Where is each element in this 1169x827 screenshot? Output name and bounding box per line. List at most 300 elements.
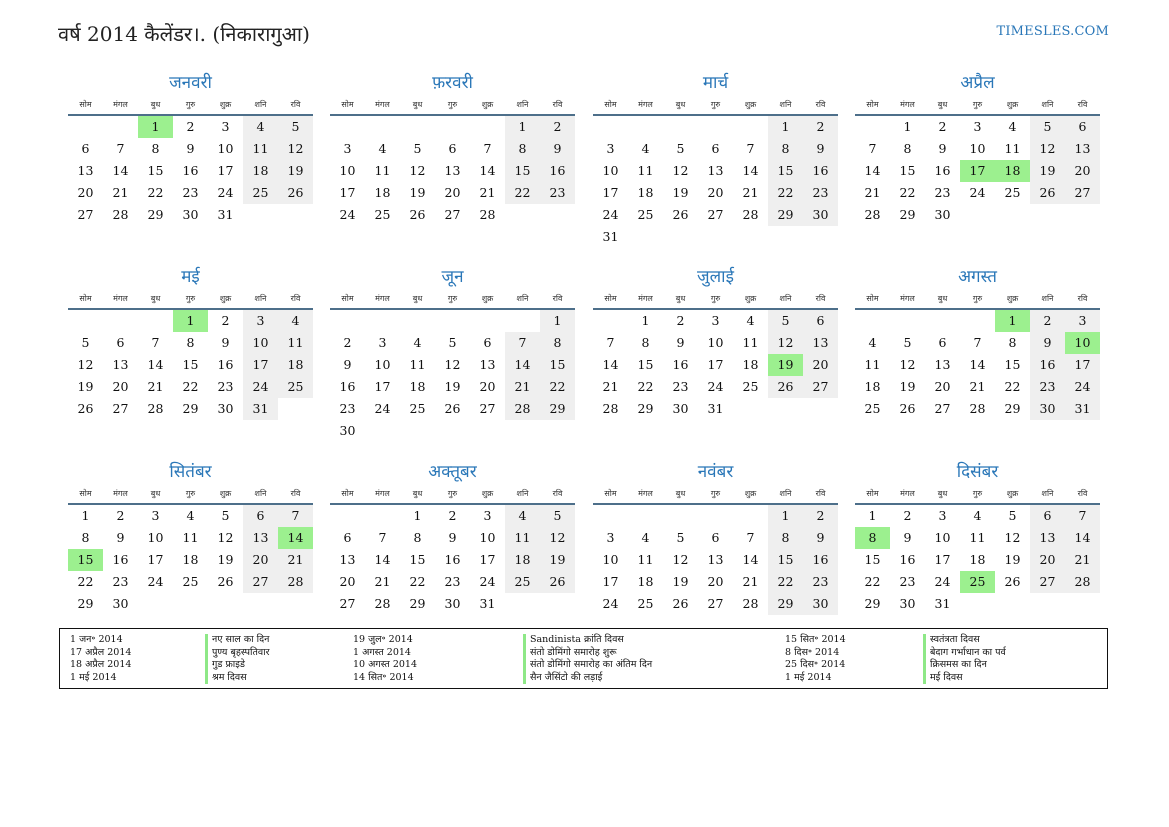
day-cell: 24 — [374, 401, 391, 416]
day-cell: 8 — [151, 141, 160, 156]
day-cell: 18 — [742, 357, 759, 372]
month-block — [593, 72, 838, 248]
day-cell: 8 — [505, 138, 540, 160]
day-cell: 28 — [742, 596, 759, 611]
weekday-header — [330, 98, 575, 116]
day-cell: 19 — [1004, 552, 1021, 567]
day-cell: 22 — [768, 182, 803, 204]
day-cell: 13 — [1065, 138, 1100, 160]
day-cell: 14 — [969, 357, 986, 372]
site-link[interactable]: TIMESLES.COM — [996, 24, 1109, 39]
day-cell: 14 — [374, 552, 391, 567]
day-cell: 8 — [768, 527, 803, 549]
empty-cell — [593, 505, 628, 527]
day-cell: 20 — [77, 185, 94, 200]
day-cell: 24 — [707, 379, 724, 394]
empty-cell — [698, 505, 733, 527]
day-cell: 15 — [540, 354, 575, 376]
day-cell: 28 — [505, 398, 540, 420]
day-cell: 7 — [868, 141, 877, 156]
day-cell: 11 — [742, 335, 759, 350]
day-cell: 2 — [116, 508, 125, 523]
month-name: फ़रवरी — [432, 73, 473, 93]
day-cell: 22 — [864, 574, 881, 589]
empty-cell — [103, 116, 138, 138]
day-cell: 10 — [479, 530, 496, 545]
day-cell: 12 — [768, 332, 803, 354]
day-cell: 2 — [1030, 310, 1065, 332]
weekday-header — [855, 487, 1100, 505]
day-cell: 27 — [479, 401, 496, 416]
holiday-cell: 1 — [173, 310, 208, 332]
weekday-label: रवि — [1077, 100, 1088, 109]
day-cell: 16 — [217, 357, 234, 372]
day-cell: 4 — [505, 505, 540, 527]
day-cell: 28 — [864, 207, 881, 222]
legend-date: 1 अगस्त 2014 — [353, 646, 411, 658]
day-cell: 19 — [217, 552, 234, 567]
weekday-label: शुक्र — [744, 489, 757, 498]
day-cell: 30 — [339, 423, 356, 438]
legend-holiday: स्वतंत्रता दिवस — [923, 634, 1006, 647]
day-cell: 4 — [186, 508, 195, 523]
day-cell: 7 — [746, 530, 755, 545]
day-cell: 24 — [479, 574, 496, 589]
legend-holiday: संतो डोमिंगो समारोह का अंतिम दिन — [523, 659, 652, 672]
weekday-header — [68, 292, 313, 310]
day-cell: 16 — [444, 552, 461, 567]
weekday-header — [68, 487, 313, 505]
day-cell: 21 — [742, 185, 759, 200]
day-cell: 24 — [339, 207, 356, 222]
day-cell: 21 — [479, 185, 496, 200]
day-cell: 5 — [221, 508, 230, 523]
day-cell: 23 — [1030, 376, 1065, 398]
legend-holiday: मई दिवस — [923, 672, 1006, 685]
weekday-label: गुरु — [447, 294, 458, 303]
legend-holiday: नए साल का दिन — [205, 634, 270, 647]
day-cell: 12 — [1030, 138, 1065, 160]
day-cell: 21 — [742, 574, 759, 589]
day-cell: 21 — [969, 379, 986, 394]
day-cell: 23 — [217, 379, 234, 394]
empty-cell — [330, 116, 365, 138]
day-cell: 29 — [899, 207, 916, 222]
day-cell: 8 — [768, 138, 803, 160]
day-cell: 2 — [448, 508, 457, 523]
legend-date: 1 जन॰ 2014 — [70, 634, 123, 645]
day-grid — [593, 505, 838, 615]
weekday-label: सोम — [604, 294, 617, 303]
day-cell: 3 — [1065, 310, 1100, 332]
day-cell: 5 — [540, 505, 575, 527]
day-cell: 20 — [479, 379, 496, 394]
holiday-cell: 1 — [138, 116, 173, 138]
day-cell: 20 — [934, 379, 951, 394]
weekday-label: शनि — [779, 294, 792, 303]
empty-cell — [628, 116, 663, 138]
day-cell: 22 — [77, 574, 94, 589]
day-cell: 30 — [934, 207, 951, 222]
weekday-label: रवि — [290, 489, 301, 498]
day-cell: 8 — [81, 530, 90, 545]
legend-date: 1 मई 2014 — [785, 671, 832, 683]
day-cell: 13 — [707, 552, 724, 567]
weekday-label: शुक्र — [219, 294, 232, 303]
legend-date: 25 दिस॰ 2014 — [785, 659, 846, 670]
day-cell: 1 — [413, 508, 422, 523]
day-cell: 13 — [112, 357, 129, 372]
day-cell: 5 — [81, 335, 90, 350]
legend-date: 17 अप्रैल 2014 — [70, 646, 132, 658]
weekday-label: सोम — [79, 100, 92, 109]
day-cell: 6 — [711, 141, 720, 156]
day-cell: 17 — [147, 552, 164, 567]
day-cell: 26 — [278, 182, 313, 204]
day-cell: 24 — [969, 185, 986, 200]
day-cell: 21 — [374, 574, 391, 589]
day-cell: 17 — [374, 379, 391, 394]
day-cell: 7 — [973, 335, 982, 350]
day-cell: 1 — [81, 508, 90, 523]
page-title: वर्ष 2014 कैलेंडर।. (निकारागुआ) — [58, 22, 310, 46]
day-cell: 20 — [707, 574, 724, 589]
weekday-label: रवि — [815, 294, 826, 303]
day-cell: 5 — [1008, 508, 1017, 523]
day-cell: 8 — [1008, 335, 1017, 350]
empty-cell — [400, 310, 435, 332]
legend-holiday: पुण्य बृहस्पतिवार — [205, 647, 270, 660]
day-cell: 27 — [243, 571, 278, 593]
day-cell: 4 — [641, 141, 650, 156]
day-cell: 12 — [899, 357, 916, 372]
day-cell: 31 — [479, 596, 496, 611]
day-cell: 29 — [768, 593, 803, 615]
empty-cell — [925, 310, 960, 332]
day-cell: 17 — [217, 163, 234, 178]
weekday-label: शुक्र — [744, 100, 757, 109]
day-cell: 24 — [147, 574, 164, 589]
day-cell: 11 — [637, 552, 654, 567]
month-name: अगस्त — [958, 267, 997, 287]
day-cell: 20 — [803, 354, 838, 376]
legend-holiday: क्रिसमस का दिन — [923, 659, 1006, 672]
weekday-label: शनि — [779, 489, 792, 498]
day-cell: 16 — [899, 552, 916, 567]
legend-names-2 — [523, 634, 652, 684]
weekday-label: शनि — [254, 489, 267, 498]
month-name: जुलाई — [697, 267, 734, 287]
holiday-cell: 15 — [68, 549, 103, 571]
empty-cell — [68, 310, 103, 332]
day-cell: 2 — [186, 119, 195, 134]
empty-cell — [593, 310, 628, 332]
empty-cell — [400, 116, 435, 138]
legend-date: 14 सित॰ 2014 — [353, 671, 414, 683]
holiday-cell: 18 — [995, 160, 1030, 182]
day-cell: 25 — [1004, 185, 1021, 200]
weekday-label: शनि — [1041, 294, 1054, 303]
day-cell: 27 — [444, 207, 461, 222]
month-block — [68, 266, 313, 420]
day-cell: 3 — [343, 141, 352, 156]
day-cell: 30 — [182, 207, 199, 222]
month-name: जून — [441, 267, 464, 287]
legend-holiday: संतो डोमिंगो समारोह शुरू — [523, 647, 652, 660]
day-cell: 4 — [641, 530, 650, 545]
day-cell: 18 — [864, 379, 881, 394]
day-cell: 7 — [746, 141, 755, 156]
day-cell: 12 — [77, 357, 94, 372]
weekday-label: मंगल — [638, 294, 653, 303]
weekday-label: शुक्र — [481, 489, 494, 498]
day-cell: 2 — [676, 313, 685, 328]
empty-cell — [435, 116, 470, 138]
day-cell: 2 — [343, 335, 352, 350]
day-cell: 2 — [803, 116, 838, 138]
day-cell: 5 — [676, 530, 685, 545]
empty-cell — [628, 505, 663, 527]
day-cell: 25 — [505, 571, 540, 593]
day-cell: 9 — [343, 357, 352, 372]
day-cell: 16 — [803, 549, 838, 571]
legend-date: 1 मई 2014 — [70, 671, 117, 683]
weekday-label: शुक्र — [219, 100, 232, 109]
day-cell: 13 — [707, 163, 724, 178]
day-cell: 19 — [899, 379, 916, 394]
day-cell: 30 — [217, 401, 234, 416]
day-cell: 26 — [217, 574, 234, 589]
day-cell: 23 — [540, 182, 575, 204]
day-cell: 3 — [938, 508, 947, 523]
day-cell: 31 — [602, 229, 619, 244]
day-cell: 29 — [182, 401, 199, 416]
day-cell: 28 — [112, 207, 129, 222]
day-cell: 15 — [505, 160, 540, 182]
day-cell: 29 — [1004, 401, 1021, 416]
weekday-label: रवि — [290, 294, 301, 303]
day-cell: 28 — [742, 207, 759, 222]
weekday-header — [330, 292, 575, 310]
empty-cell — [960, 310, 995, 332]
month-name: मई — [181, 267, 200, 287]
day-cell: 30 — [899, 596, 916, 611]
day-cell: 22 — [409, 574, 426, 589]
day-cell: 11 — [1004, 141, 1021, 156]
day-cell: 6 — [343, 530, 352, 545]
empty-cell — [68, 116, 103, 138]
weekday-label: शुक्र — [219, 489, 232, 498]
day-cell: 4 — [243, 116, 278, 138]
day-cell: 18 — [243, 160, 278, 182]
weekday-label: शुक्र — [481, 294, 494, 303]
day-cell: 4 — [973, 508, 982, 523]
day-cell: 11 — [278, 332, 313, 354]
day-cell: 22 — [540, 376, 575, 398]
day-cell: 10 — [147, 530, 164, 545]
day-cell: 5 — [676, 141, 685, 156]
month-block — [68, 461, 313, 615]
day-cell: 26 — [444, 401, 461, 416]
day-cell: 18 — [969, 552, 986, 567]
legend-dates-2 — [353, 634, 417, 684]
day-grid — [68, 505, 313, 615]
day-cell: 30 — [1030, 398, 1065, 420]
month-block — [68, 72, 313, 226]
weekday-label: मंगल — [900, 294, 915, 303]
day-cell: 31 — [217, 207, 234, 222]
legend-dates-3 — [785, 634, 846, 684]
day-cell: 23 — [803, 182, 838, 204]
weekday-label: सोम — [866, 489, 879, 498]
day-cell: 9 — [1030, 332, 1065, 354]
day-cell: 10 — [217, 141, 234, 156]
day-cell: 27 — [112, 401, 129, 416]
day-cell: 22 — [1004, 379, 1021, 394]
day-cell: 13 — [444, 163, 461, 178]
day-cell: 21 — [1065, 549, 1100, 571]
day-cell: 19 — [409, 185, 426, 200]
day-cell: 29 — [768, 204, 803, 226]
day-cell: 29 — [147, 207, 164, 222]
weekday-label: सोम — [79, 489, 92, 498]
day-cell: 17 — [339, 185, 356, 200]
day-cell: 14 — [602, 357, 619, 372]
day-cell: 24 — [1065, 376, 1100, 398]
day-cell: 13 — [339, 552, 356, 567]
empty-cell — [103, 310, 138, 332]
day-cell: 27 — [339, 596, 356, 611]
day-cell: 25 — [637, 207, 654, 222]
day-cell: 22 — [637, 379, 654, 394]
weekday-label: सोम — [341, 489, 354, 498]
day-cell: 15 — [182, 357, 199, 372]
legend-date: 15 सित॰ 2014 — [785, 634, 846, 645]
weekday-label: शुक्र — [1006, 100, 1019, 109]
day-cell: 7 — [278, 505, 313, 527]
day-cell: 24 — [217, 185, 234, 200]
day-cell: 4 — [378, 141, 387, 156]
day-cell: 5 — [448, 335, 457, 350]
weekday-label: मंगल — [375, 294, 390, 303]
day-cell: 23 — [899, 574, 916, 589]
empty-cell — [698, 116, 733, 138]
weekday-label: बुध — [675, 489, 686, 498]
weekday-label: शनि — [254, 100, 267, 109]
day-cell: 28 — [479, 207, 496, 222]
day-cell: 22 — [768, 571, 803, 593]
empty-cell — [663, 505, 698, 527]
day-cell: 14 — [147, 357, 164, 372]
day-cell: 22 — [899, 185, 916, 200]
legend-date: 18 अप्रैल 2014 — [70, 659, 132, 670]
day-cell: 26 — [672, 596, 689, 611]
legend-date: 19 जुल॰ 2014 — [353, 634, 413, 645]
day-cell: 17 — [707, 357, 724, 372]
legend-holiday: Sandinista क्रांति दिवस — [523, 634, 652, 647]
weekday-label: सोम — [341, 294, 354, 303]
day-cell: 3 — [606, 530, 615, 545]
day-cell: 27 — [934, 401, 951, 416]
day-cell: 23 — [182, 185, 199, 200]
day-cell: 17 — [1065, 354, 1100, 376]
month-name: दिसंबर — [956, 462, 999, 482]
day-cell: 9 — [903, 530, 912, 545]
day-cell: 2 — [540, 116, 575, 138]
day-cell: 15 — [637, 357, 654, 372]
weekday-label: सोम — [79, 294, 92, 303]
day-cell: 11 — [243, 138, 278, 160]
day-cell: 1 — [505, 116, 540, 138]
month-block — [330, 461, 575, 615]
day-cell: 10 — [602, 552, 619, 567]
day-cell: 12 — [444, 357, 461, 372]
day-cell: 20 — [1030, 549, 1065, 571]
empty-cell — [365, 505, 400, 527]
day-cell: 15 — [768, 549, 803, 571]
day-cell: 31 — [243, 398, 278, 420]
day-cell: 18 — [182, 552, 199, 567]
day-cell: 19 — [1030, 160, 1065, 182]
day-cell: 16 — [182, 163, 199, 178]
day-cell: 22 — [505, 182, 540, 204]
day-cell: 31 — [1065, 398, 1100, 420]
day-cell: 6 — [1030, 505, 1065, 527]
day-cell: 4 — [278, 310, 313, 332]
day-cell: 27 — [1030, 571, 1065, 593]
day-cell: 23 — [444, 574, 461, 589]
day-cell: 6 — [483, 335, 492, 350]
weekday-label: शनि — [779, 100, 792, 109]
weekday-label: रवि — [1077, 294, 1088, 303]
day-cell: 9 — [803, 138, 838, 160]
day-cell: 11 — [409, 357, 426, 372]
day-cell: 2 — [803, 505, 838, 527]
day-cell: 23 — [803, 571, 838, 593]
day-cell: 26 — [77, 401, 94, 416]
holiday-legend — [59, 628, 1108, 689]
day-cell: 17 — [934, 552, 951, 567]
day-cell: 9 — [540, 138, 575, 160]
day-cell: 16 — [672, 357, 689, 372]
day-cell: 14 — [1065, 527, 1100, 549]
weekday-label: बुध — [412, 294, 423, 303]
weekday-label: बुध — [412, 489, 423, 498]
day-cell: 19 — [444, 379, 461, 394]
day-cell: 16 — [540, 160, 575, 182]
day-cell: 14 — [742, 163, 759, 178]
day-grid — [593, 116, 838, 248]
day-cell: 15 — [409, 552, 426, 567]
holiday-cell: 14 — [278, 527, 313, 549]
holiday-cell: 8 — [855, 527, 890, 549]
day-cell: 1 — [768, 505, 803, 527]
day-cell: 20 — [707, 185, 724, 200]
day-cell: 31 — [707, 401, 724, 416]
day-cell: 3 — [711, 313, 720, 328]
day-cell: 6 — [711, 530, 720, 545]
day-cell: 28 — [147, 401, 164, 416]
day-cell: 25 — [374, 207, 391, 222]
day-cell: 7 — [378, 530, 387, 545]
day-cell: 15 — [1004, 357, 1021, 372]
month-block — [330, 72, 575, 226]
day-cell: 28 — [969, 401, 986, 416]
weekday-label: बुध — [675, 100, 686, 109]
day-cell: 27 — [803, 376, 838, 398]
day-cell: 21 — [505, 376, 540, 398]
day-cell: 14 — [112, 163, 129, 178]
